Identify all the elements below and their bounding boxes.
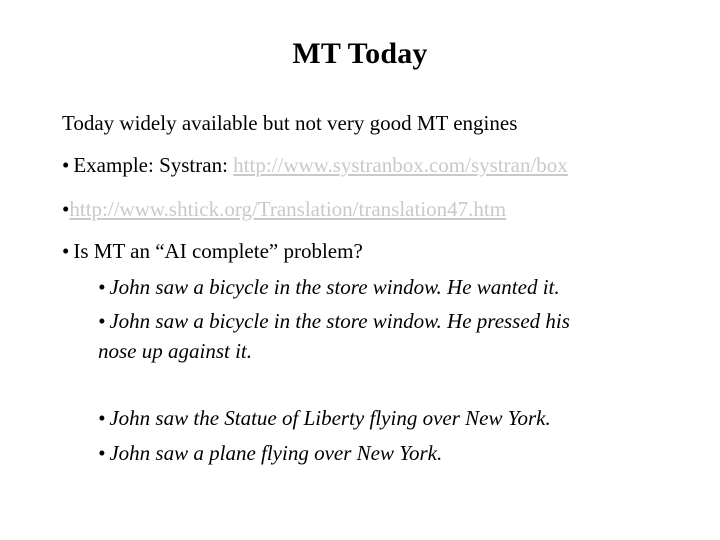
sentence-item bbox=[98, 405, 551, 431]
bullet: • bbox=[98, 441, 106, 465]
bullet: • bbox=[98, 309, 106, 333]
sentence-item bbox=[98, 274, 560, 300]
question-line bbox=[62, 238, 363, 264]
sentence-text: John saw the Statue of Liberty flying over New York. bbox=[109, 406, 551, 430]
example-label: Example: Systran: bbox=[73, 153, 228, 177]
sentence-item bbox=[98, 308, 570, 334]
bullet: • bbox=[98, 406, 106, 430]
sentence-text: John saw a plane flying over New York. bbox=[109, 441, 443, 465]
intro-text: Today widely available but not very good MT engines bbox=[62, 111, 518, 135]
example-line bbox=[62, 152, 568, 178]
systran-link[interactable]: http://www.systranbox.com/systran/box bbox=[233, 153, 568, 177]
sentence-item bbox=[98, 440, 442, 466]
question-text: Is MT an “AI complete” problem? bbox=[73, 239, 363, 263]
bullet: • bbox=[98, 275, 106, 299]
sentence-text: John saw a bicycle in the store window. He pressed his bbox=[109, 309, 570, 333]
bullet: • bbox=[62, 153, 70, 177]
sentence-text: John saw a bicycle in the store window. He wanted it. bbox=[109, 275, 560, 299]
bullet: • bbox=[62, 197, 70, 221]
sentence-continuation: nose up against it. bbox=[98, 339, 253, 363]
shtick-link[interactable]: http://www.shtick.org/Translation/translation47.htm bbox=[69, 197, 507, 221]
bullet: • bbox=[62, 239, 70, 263]
link-line bbox=[62, 196, 506, 222]
slide-title: MT Today bbox=[292, 37, 428, 70]
